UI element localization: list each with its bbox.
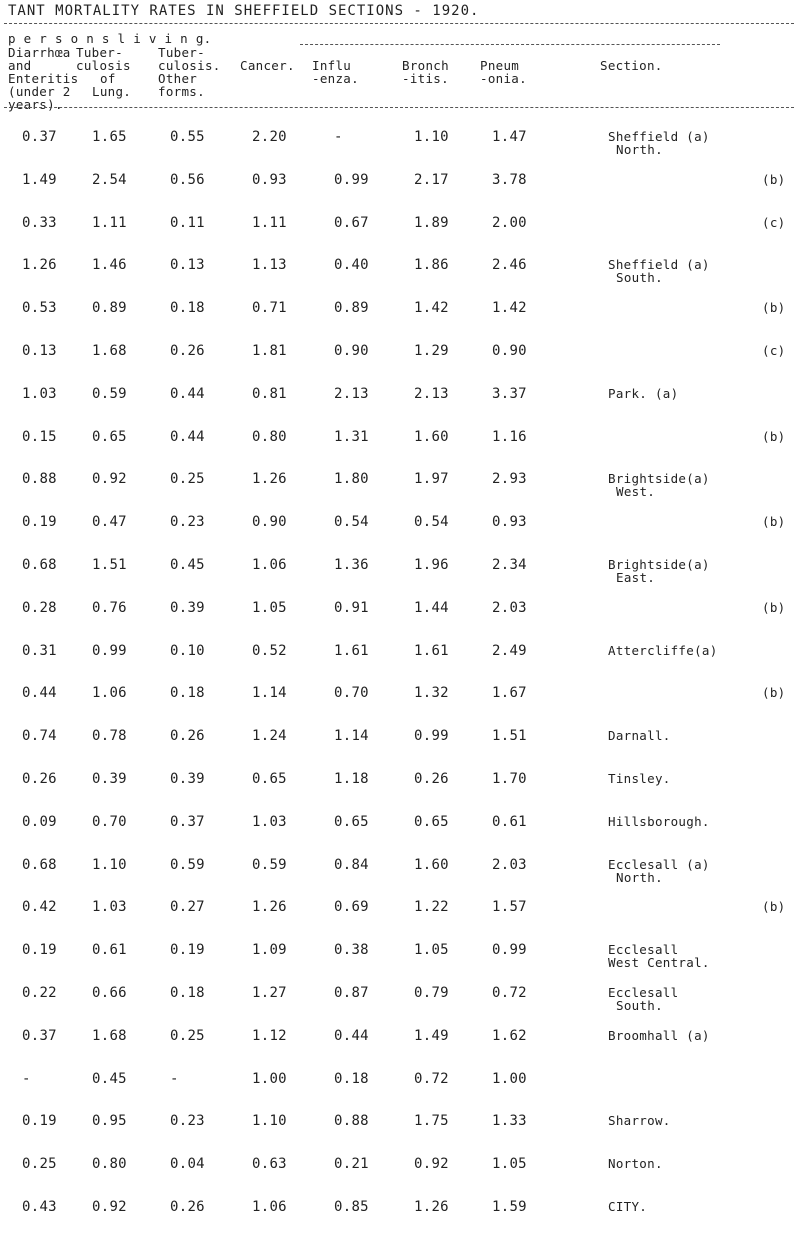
cell-pneumonia: 1.51 xyxy=(492,728,527,745)
cell-influenza: 0.21 xyxy=(334,1156,369,1173)
cell-tb-lung: 0.47 xyxy=(92,514,127,531)
cell-diarrhoea: 0.68 xyxy=(22,557,57,573)
cell-section: Darnall. xyxy=(608,728,671,744)
cell-influenza: 1.80 xyxy=(334,471,369,488)
cell-bronchitis: 1.05 xyxy=(414,942,449,959)
cell-tb-other: 0.26 xyxy=(170,728,205,745)
cell-cancer: 0.71 xyxy=(252,300,287,317)
cell-diarrhoea: 1.49 xyxy=(22,171,57,188)
cell-cancer: 1.26 xyxy=(252,899,287,916)
cell-cancer: 1.10 xyxy=(252,1113,287,1130)
persons-living-heading: p e r s o n s l i v i n g. xyxy=(8,31,212,46)
cell-diarrhoea: 0.42 xyxy=(22,899,57,916)
cell-tb-other: 0.18 xyxy=(170,300,205,317)
cell-tb-lung: 0.95 xyxy=(92,1113,127,1130)
cell-tb-other: 0.19 xyxy=(170,942,205,959)
cell-pneumonia: 1.33 xyxy=(492,1113,527,1130)
cell-influenza: 0.88 xyxy=(334,1113,369,1130)
cell-tb-other: 0.11 xyxy=(170,214,205,231)
cell-influenza: 0.84 xyxy=(334,856,369,873)
cell-bronchitis: 1.96 xyxy=(414,557,449,573)
cell-cancer: 1.24 xyxy=(252,728,287,745)
cell-tb-other: 0.26 xyxy=(170,1199,205,1215)
header-top-rule xyxy=(300,44,720,45)
page-title: TANT MORTALITY RATES IN SHEFFIELD SECTIONS - 1920. xyxy=(8,3,480,19)
cell-section: (b) xyxy=(762,514,786,530)
cell-tb-other: 0.37 xyxy=(170,813,205,830)
cell-section: Brightside(a) xyxy=(608,471,710,487)
header-cancer: Cancer. xyxy=(240,58,295,73)
cell-tb-lung: 0.39 xyxy=(92,771,127,787)
cell-section: Ecclesall xyxy=(608,985,679,1000)
cell-tb-other: 0.25 xyxy=(170,471,205,488)
cell-tb-other: 0.13 xyxy=(170,257,205,274)
cell-section-subtitle: West Central. xyxy=(608,955,710,971)
cell-pneumonia: 2.34 xyxy=(492,557,527,573)
cell-pneumonia: 1.16 xyxy=(492,428,527,445)
cell-influenza: 0.85 xyxy=(334,1199,369,1215)
cell-tb-lung: 1.46 xyxy=(92,257,127,274)
cell-cancer: 1.00 xyxy=(252,1070,287,1087)
cell-cancer: 1.14 xyxy=(252,685,287,702)
cell-cancer: 1.03 xyxy=(252,813,287,830)
cell-diarrhoea: 0.33 xyxy=(22,214,57,231)
cell-pneumonia: 1.70 xyxy=(492,771,527,787)
cell-diarrhoea: 0.19 xyxy=(22,514,57,531)
cell-tb-lung: 0.89 xyxy=(92,300,127,317)
cell-tb-lung: 0.78 xyxy=(92,728,127,745)
cell-bronchitis: 0.99 xyxy=(414,728,449,745)
cell-section: CITY. xyxy=(608,1199,648,1214)
cell-section: Park. (a) xyxy=(608,385,679,401)
cell-diarrhoea: 0.22 xyxy=(22,985,57,1001)
cell-pneumonia: 1.62 xyxy=(492,1027,527,1044)
cell-section: Norton. xyxy=(608,1156,663,1172)
cell-section: (b) xyxy=(762,685,786,701)
cell-cancer: 0.65 xyxy=(252,771,287,787)
cell-diarrhoea: 0.19 xyxy=(22,942,57,959)
cell-tb-other: 0.56 xyxy=(170,171,205,188)
cell-tb-lung: 0.66 xyxy=(92,985,127,1001)
cell-bronchitis: 1.60 xyxy=(414,856,449,873)
cell-section: (b) xyxy=(762,428,786,444)
cell-section: Ecclesall xyxy=(608,942,679,958)
cell-tb-lung: 0.59 xyxy=(92,385,127,402)
cell-tb-other: 0.59 xyxy=(170,856,205,873)
cell-pneumonia: 2.03 xyxy=(492,856,527,873)
cell-cancer: 0.81 xyxy=(252,385,287,402)
header-bronchitis: Bronch -itis. xyxy=(402,58,449,86)
cell-tb-lung: 0.70 xyxy=(92,813,127,830)
cell-diarrhoea: 0.28 xyxy=(22,599,57,616)
cell-section: Broomhall (a) xyxy=(608,1027,710,1043)
cell-influenza: 0.67 xyxy=(334,214,369,231)
cell-cancer: 1.26 xyxy=(252,471,287,488)
cell-tb-other: 0.04 xyxy=(170,1156,205,1173)
cell-section-subtitle: West. xyxy=(616,484,656,500)
cell-bronchitis: 0.92 xyxy=(414,1156,449,1173)
cell-bronchitis: 1.61 xyxy=(414,642,449,659)
cell-cancer: 1.13 xyxy=(252,257,287,274)
cell-cancer: 0.63 xyxy=(252,1156,287,1173)
cell-influenza: 0.89 xyxy=(334,300,369,317)
cell-tb-other: - xyxy=(170,1070,179,1087)
cell-tb-lung: 0.99 xyxy=(92,642,127,659)
cell-section-subtitle: East. xyxy=(616,570,656,585)
cell-diarrhoea: 1.26 xyxy=(22,257,57,274)
cell-bronchitis: 1.89 xyxy=(414,214,449,231)
cell-tb-other: 0.39 xyxy=(170,599,205,616)
cell-bronchitis: 1.75 xyxy=(414,1113,449,1130)
cell-pneumonia: 1.42 xyxy=(492,300,527,317)
cell-section: Hillsborough. xyxy=(608,813,710,829)
cell-cancer: 0.90 xyxy=(252,514,287,531)
cell-influenza: 1.18 xyxy=(334,771,369,787)
cell-influenza: 1.61 xyxy=(334,642,369,659)
cell-influenza: 0.90 xyxy=(334,343,369,359)
cell-bronchitis: 0.54 xyxy=(414,514,449,531)
cell-cancer: 1.12 xyxy=(252,1027,287,1044)
cell-cancer: 1.05 xyxy=(252,599,287,616)
cell-diarrhoea: 0.25 xyxy=(22,1156,57,1173)
cell-influenza: 0.38 xyxy=(334,942,369,959)
cell-bronchitis: 2.13 xyxy=(414,385,449,402)
cell-bronchitis: 1.22 xyxy=(414,899,449,916)
cell-cancer: 1.06 xyxy=(252,557,287,573)
cell-pneumonia: 1.67 xyxy=(492,685,527,702)
cell-influenza: 0.99 xyxy=(334,171,369,188)
cell-pneumonia: 0.93 xyxy=(492,514,527,531)
header-influenza: Influ -enza. xyxy=(312,58,359,86)
cell-bronchitis: 1.42 xyxy=(414,300,449,317)
cell-tb-other: 0.26 xyxy=(170,343,205,359)
cell-influenza: 0.18 xyxy=(334,1070,369,1087)
cell-tb-lung: 1.65 xyxy=(92,129,127,145)
cell-diarrhoea: 0.43 xyxy=(22,1199,57,1215)
cell-bronchitis: 1.86 xyxy=(414,257,449,274)
cell-diarrhoea: 0.19 xyxy=(22,1113,57,1130)
cell-tb-other: 0.18 xyxy=(170,985,205,1001)
cell-section: (b) xyxy=(762,599,786,615)
cell-diarrhoea: 0.37 xyxy=(22,1027,57,1044)
cell-influenza: 0.91 xyxy=(334,599,369,616)
cell-diarrhoea: 0.74 xyxy=(22,728,57,745)
cell-section: Sheffield (a) xyxy=(608,257,710,273)
header-tb-other: Tuber- culosis. Other forms. xyxy=(158,45,221,99)
cell-pneumonia: 2.03 xyxy=(492,599,527,616)
cell-bronchitis: 0.26 xyxy=(414,771,449,787)
header-tb-lung: Tuber- culosis of Lung. xyxy=(76,45,132,99)
cell-diarrhoea: 0.53 xyxy=(22,300,57,317)
cell-diarrhoea: - xyxy=(22,1070,31,1087)
cell-influenza: 1.14 xyxy=(334,728,369,745)
cell-influenza: 1.31 xyxy=(334,428,369,445)
cell-pneumonia: 1.47 xyxy=(492,129,527,145)
cell-tb-lung: 1.10 xyxy=(92,856,127,873)
cell-cancer: 0.93 xyxy=(252,171,287,188)
cell-pneumonia: 2.00 xyxy=(492,214,527,231)
cell-pneumonia: 1.00 xyxy=(492,1070,527,1087)
cell-tb-lung: 1.11 xyxy=(92,214,127,231)
cell-diarrhoea: 0.37 xyxy=(22,129,57,145)
cell-cancer: 1.11 xyxy=(252,214,287,231)
cell-tb-lung: 0.65 xyxy=(92,428,127,445)
cell-cancer: 2.20 xyxy=(252,129,287,145)
cell-pneumonia: 2.49 xyxy=(492,642,527,659)
cell-section-subtitle: South. xyxy=(616,998,663,1013)
cell-section: Ecclesall (a) xyxy=(608,856,710,872)
cell-diarrhoea: 0.88 xyxy=(22,471,57,488)
cell-diarrhoea: 0.15 xyxy=(22,428,57,445)
cell-section: Tinsley. xyxy=(608,771,671,786)
cell-bronchitis: 1.49 xyxy=(414,1027,449,1044)
cell-section: Brightside(a) xyxy=(608,557,710,572)
cell-tb-lung: 0.45 xyxy=(92,1070,127,1087)
cell-bronchitis: 1.32 xyxy=(414,685,449,702)
cell-pneumonia: 3.37 xyxy=(492,385,527,402)
cell-tb-lung: 1.03 xyxy=(92,899,127,916)
cell-pneumonia: 0.72 xyxy=(492,985,527,1001)
cell-bronchitis: 2.17 xyxy=(414,171,449,188)
cell-influenza: 0.69 xyxy=(334,899,369,916)
cell-tb-other: 0.44 xyxy=(170,428,205,445)
cell-tb-other: 0.27 xyxy=(170,899,205,916)
cell-pneumonia: 1.05 xyxy=(492,1156,527,1173)
cell-cancer: 0.80 xyxy=(252,428,287,445)
header-bottom-rule xyxy=(4,107,794,108)
header-pneumonia: Pneum -onia. xyxy=(480,58,527,86)
cell-pneumonia: 1.57 xyxy=(492,899,527,916)
cell-tb-lung: 1.51 xyxy=(92,557,127,573)
cell-section: (b) xyxy=(762,899,786,915)
cell-pneumonia: 0.99 xyxy=(492,942,527,959)
cell-tb-other: 0.23 xyxy=(170,514,205,531)
cell-section-subtitle: North. xyxy=(616,869,663,885)
cell-pneumonia: 3.78 xyxy=(492,171,527,188)
cell-diarrhoea: 0.26 xyxy=(22,771,57,787)
cell-tb-other: 0.44 xyxy=(170,385,205,402)
cell-influenza: 0.44 xyxy=(334,1027,369,1044)
header-section: Section. xyxy=(600,58,663,73)
cell-tb-lung: 0.76 xyxy=(92,599,127,616)
cell-section: (c) xyxy=(762,214,786,230)
cell-tb-lung: 2.54 xyxy=(92,171,127,188)
cell-tb-lung: 0.92 xyxy=(92,471,127,488)
cell-tb-other: 0.10 xyxy=(170,642,205,659)
cell-section: (b) xyxy=(762,300,786,316)
cell-tb-lung: 0.92 xyxy=(92,1199,127,1215)
cell-cancer: 1.27 xyxy=(252,985,287,1001)
cell-bronchitis: 1.60 xyxy=(414,428,449,445)
cell-diarrhoea: 1.03 xyxy=(22,385,57,402)
cell-section: Sharrow. xyxy=(608,1113,671,1129)
cell-diarrhoea: 0.09 xyxy=(22,813,57,830)
cell-tb-lung: 0.61 xyxy=(92,942,127,959)
cell-cancer: 0.52 xyxy=(252,642,287,659)
cell-tb-other: 0.39 xyxy=(170,771,205,787)
cell-bronchitis: 1.10 xyxy=(414,129,449,145)
cell-tb-lung: 0.80 xyxy=(92,1156,127,1173)
cell-section: (c) xyxy=(762,343,786,358)
cell-bronchitis: 1.44 xyxy=(414,599,449,616)
cell-influenza: 0.87 xyxy=(334,985,369,1001)
cell-diarrhoea: 0.13 xyxy=(22,343,57,359)
cell-tb-lung: 1.06 xyxy=(92,685,127,702)
cell-section: Attercliffe(a) xyxy=(608,642,718,658)
cell-influenza: 0.70 xyxy=(334,685,369,702)
cell-influenza: 0.54 xyxy=(334,514,369,531)
cell-tb-other: 0.23 xyxy=(170,1113,205,1130)
cell-cancer: 0.59 xyxy=(252,856,287,873)
cell-bronchitis: 0.65 xyxy=(414,813,449,830)
header-diarrhoea: Diarrhœa and Enteritis (under 2 years). xyxy=(8,45,79,112)
cell-diarrhoea: 0.31 xyxy=(22,642,57,659)
cell-cancer: 1.09 xyxy=(252,942,287,959)
cell-tb-other: 0.25 xyxy=(170,1027,205,1044)
cell-tb-other: 0.18 xyxy=(170,685,205,702)
cell-pneumonia: 0.61 xyxy=(492,813,527,830)
cell-tb-lung: 1.68 xyxy=(92,343,127,359)
cell-section: (b) xyxy=(762,171,786,187)
cell-pneumonia: 2.93 xyxy=(492,471,527,488)
cell-influenza: 0.40 xyxy=(334,257,369,274)
cell-pneumonia: 1.59 xyxy=(492,1199,527,1215)
cell-bronchitis: 1.97 xyxy=(414,471,449,488)
cell-section-subtitle: North. xyxy=(616,142,663,157)
cell-cancer: 1.81 xyxy=(252,343,287,359)
cell-diarrhoea: 0.68 xyxy=(22,856,57,873)
cell-pneumonia: 0.90 xyxy=(492,343,527,359)
cell-influenza: 2.13 xyxy=(334,385,369,402)
cell-section: Sheffield (a) xyxy=(608,129,710,144)
cell-section-subtitle: South. xyxy=(616,270,663,286)
cell-bronchitis: 0.79 xyxy=(414,985,449,1001)
cell-influenza: - xyxy=(334,129,343,145)
cell-bronchitis: 0.72 xyxy=(414,1070,449,1087)
cell-bronchitis: 1.29 xyxy=(414,343,449,359)
title-underline xyxy=(4,23,794,24)
cell-pneumonia: 2.46 xyxy=(492,257,527,274)
cell-tb-lung: 1.68 xyxy=(92,1027,127,1044)
cell-tb-other: 0.55 xyxy=(170,129,205,145)
cell-influenza: 1.36 xyxy=(334,557,369,573)
cell-influenza: 0.65 xyxy=(334,813,369,830)
cell-tb-other: 0.45 xyxy=(170,557,205,573)
cell-cancer: 1.06 xyxy=(252,1199,287,1215)
cell-diarrhoea: 0.44 xyxy=(22,685,57,702)
cell-bronchitis: 1.26 xyxy=(414,1199,449,1215)
